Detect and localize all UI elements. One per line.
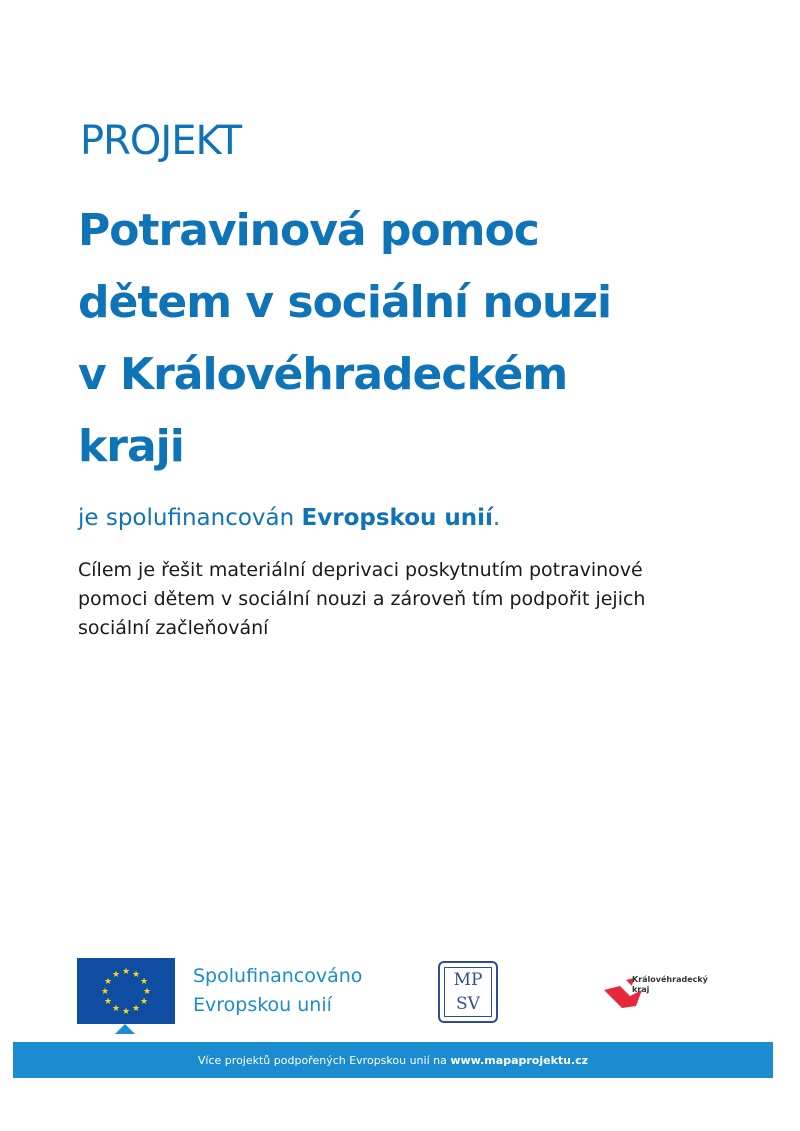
footer-link[interactable]: www.mapaprojektu.cz [450,1053,589,1067]
title-line: v Královéhradeckém [78,349,568,400]
svg-text:★: ★ [100,987,110,997]
description-line: pomoci dětem v sociální nouzi a zároveň tím podpořit jejich [78,588,646,610]
mpsv-line: SV [456,994,480,1014]
kraj-line: kraj [632,985,650,994]
mpsv-line: MP [453,970,483,990]
cofunding-statement [78,505,500,531]
kraj-logo-text [632,975,708,995]
title-line: Potravinová pomoc [78,205,539,256]
description-line: sociální začleňování [78,617,269,639]
eu-stars-icon [77,958,175,1024]
mpsv-logo [438,961,498,1023]
svg-text:★: ★ [142,987,152,997]
project-title [78,195,758,483]
svg-text:★: ★ [139,977,149,987]
kraj-line: Královéhradecký [632,975,708,984]
svg-text:★: ★ [111,970,121,980]
project-description [78,556,718,643]
svg-text:★: ★ [103,977,113,987]
svg-text:★: ★ [121,967,131,977]
svg-text:★: ★ [111,1004,121,1014]
title-line: kraji [78,421,184,472]
eu-label-line: Spolufinancováno [193,965,363,987]
footer-prefix: Více projektů podpořených Evropskou unií na [197,1053,451,1067]
footer-text [198,1054,588,1067]
footer-bar [13,1042,773,1078]
mpsv-logo-mark [444,967,492,1017]
svg-text:★: ★ [103,997,113,1007]
svg-text:★: ★ [131,970,141,980]
eu-logo-notch [115,1024,135,1034]
project-kicker: PROJEKT [80,118,242,164]
cofunding-suffix: . [492,505,501,531]
eu-label-line: Evropskou unií [193,994,332,1016]
svg-text:★: ★ [131,1004,141,1014]
svg-text:★: ★ [139,997,149,1007]
eu-cofunded-label [193,962,362,1020]
cofunding-prefix: je spolufinancován [78,505,302,531]
eu-flag-logo [77,958,175,1024]
svg-text:★: ★ [121,1007,131,1017]
description-line: Cílem je řešit materiální deprivaci poskytnutím potravinové [78,559,643,581]
title-line: dětem v sociální nouzi [78,277,612,328]
cofunding-eu: Evropskou unií [301,505,493,531]
